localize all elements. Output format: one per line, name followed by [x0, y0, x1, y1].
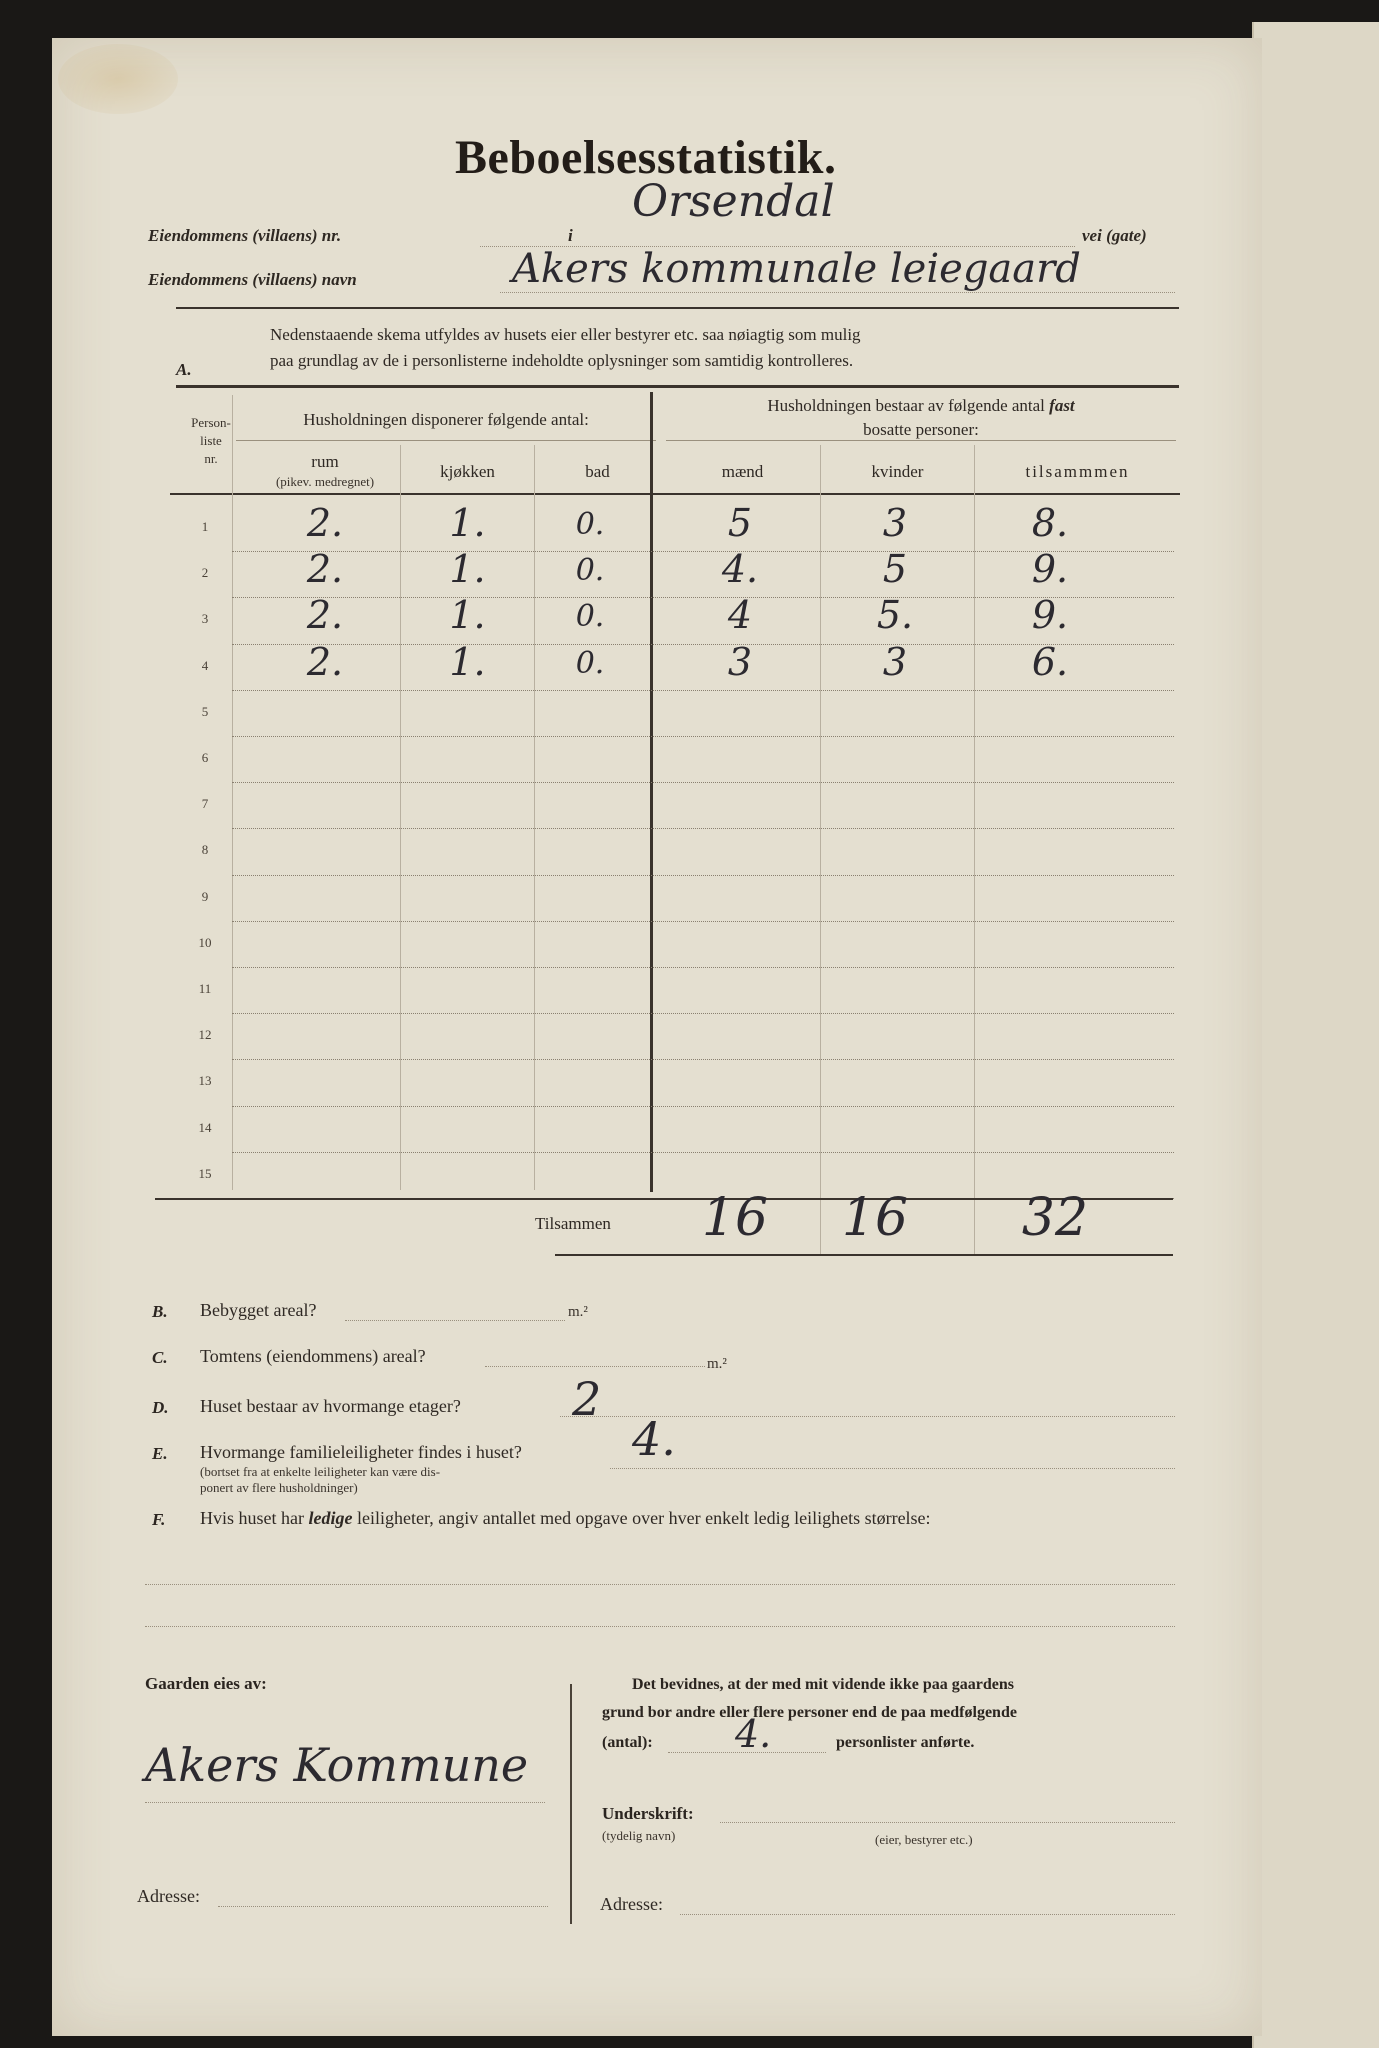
table-header-rule	[170, 493, 1180, 495]
cell-kjokken: 1.	[449, 501, 486, 545]
cell-maend: 5	[727, 501, 753, 545]
section-a-letter: A.	[176, 360, 192, 379]
left-group-rule	[236, 440, 656, 441]
tilsammen-header: tilsammmen	[1025, 462, 1130, 481]
total-tilsammen: 32	[1021, 1188, 1089, 1248]
person-header-line-1: Person-	[191, 415, 231, 430]
row-number: 11	[198, 981, 212, 996]
cert-line-1: Det bevidnes, at der med mit vidende ikke paa gaardens	[632, 1676, 1014, 1693]
col-line-divider	[650, 392, 653, 1192]
q-f-letter: F.	[152, 1510, 166, 1529]
q-c-unit: m.²	[707, 1356, 727, 1372]
cell-rum: 2.	[306, 593, 344, 638]
cell-kvinder: 3	[882, 639, 908, 684]
cell-rum: 2.	[306, 639, 344, 684]
q-c-line	[485, 1366, 705, 1367]
tydelig-navn: (tydelig navn)	[602, 1828, 676, 1843]
cert-line-2: grund bor andre eller flere personer end de paa medfølgende	[602, 1704, 1017, 1721]
household-consists-header	[666, 396, 1176, 416]
underskrift-label: Underskrift:	[602, 1804, 694, 1823]
cell-bad: 0.	[575, 553, 605, 589]
header-rule	[176, 307, 1179, 309]
cell-kjokken: 1.	[449, 593, 486, 638]
underskrift-line	[720, 1822, 1175, 1823]
cert-line-3: personlister anførte.	[836, 1734, 975, 1751]
cell-kvinder: 5	[882, 547, 908, 592]
eier-bestyrer: (eier, bestyrer etc.)	[875, 1832, 973, 1847]
q-f-text-2: leiligheter, angiv antallet med opgave over hver enkelt ledig leilighets størrelse:	[352, 1508, 931, 1528]
cert-antal-label: (antal):	[602, 1734, 653, 1751]
cell-tilsammen: 8.	[1031, 501, 1069, 545]
row-number: 10	[198, 934, 212, 950]
table-top-rule	[176, 385, 1179, 388]
cell-tilsammen: 9.	[1031, 547, 1069, 592]
row-divider	[232, 736, 1174, 737]
cell-kjokken: 1.	[449, 639, 486, 684]
cell-rum: 2.	[306, 547, 344, 592]
row-divider	[232, 921, 1174, 922]
adjacent-page	[1252, 22, 1379, 2048]
cell-kjokken: 1.	[449, 547, 486, 592]
household-disposes-header: Husholdningen disponerer følgende antal:	[303, 410, 589, 429]
fast-word: fast	[1049, 396, 1075, 415]
row-number: 2	[201, 565, 209, 581]
i-label: i	[568, 226, 573, 245]
owner-signature: Akers Kommune	[145, 1738, 529, 1792]
name-dotted-line	[500, 292, 1175, 293]
kvinder-header: kvinder	[871, 462, 924, 481]
cell-rum: 2.	[306, 501, 344, 545]
q-b-line	[345, 1320, 565, 1321]
row-number: 9	[201, 888, 209, 904]
bosatte-header: bosatte personer:	[863, 420, 979, 439]
instruction-line-2: paa grundlag av de i personlisterne indeholdte oplysninger som samtidig kontrolleres.	[270, 351, 854, 370]
row-divider	[232, 1013, 1174, 1014]
person-header-line-3: nr.	[204, 451, 218, 466]
q-d-letter: D.	[152, 1398, 169, 1417]
owner-line	[145, 1802, 545, 1803]
cell-tilsammen: 9.	[1031, 593, 1069, 638]
rum-header: rum	[311, 452, 339, 471]
cell-kvinder: 5.	[876, 593, 914, 638]
property-nr-label: Eiendommens (villaens) nr.	[148, 226, 342, 245]
vei-label: vei (gate)	[1082, 226, 1147, 245]
col-line-person	[232, 395, 233, 1190]
q-b-text: Bebygget areal?	[200, 1300, 317, 1320]
row-divider	[232, 1106, 1174, 1107]
rum-sub-header: (pikev. medregnet)	[275, 474, 375, 489]
cert-antal-value: 4.	[735, 1712, 772, 1756]
consists-text: Husholdningen bestaar av følgende antal	[767, 396, 1050, 415]
q-c-letter: C.	[152, 1348, 168, 1367]
bad-header: bad	[585, 462, 610, 481]
row-divider	[232, 967, 1174, 968]
q-f-text-1: Hvis huset har	[200, 1508, 309, 1528]
q-e-text: Hvormange familieleiligheter findes i huset?	[200, 1442, 522, 1462]
row-number: 12	[198, 1027, 212, 1043]
q-f-line-1	[145, 1584, 1175, 1585]
row-divider	[232, 1059, 1174, 1060]
row-divider	[232, 1152, 1174, 1153]
row-number: 5	[201, 703, 209, 719]
cell-maend: 3	[727, 639, 753, 684]
instruction-line-1: Nedenstaaende skema utfyldes av husets eier eller bestyrer etc. saa nøiagtig som mulig	[270, 325, 861, 344]
q-f-line-2	[145, 1626, 1175, 1627]
row-number: 4	[201, 657, 209, 673]
adresse-right-line	[680, 1914, 1175, 1915]
cell-bad: 0.	[575, 645, 605, 681]
row-divider	[232, 875, 1174, 876]
cell-maend: 4	[727, 593, 753, 638]
q-e-line	[610, 1468, 1175, 1469]
row-number: 15	[198, 1165, 212, 1181]
cell-bad: 0.	[575, 507, 605, 542]
cell-tilsammen: 6.	[1031, 639, 1069, 684]
form-title: Beboelsesstatistik.	[455, 131, 837, 184]
adresse-left-label: Adresse:	[137, 1886, 200, 1906]
row-number: 8	[201, 842, 209, 858]
row-divider	[232, 828, 1174, 829]
owner-label: Gaarden eies av:	[145, 1674, 267, 1693]
q-f-text-ledige: ledige	[308, 1508, 353, 1528]
person-header-line-2: liste	[200, 433, 222, 448]
row-number: 13	[198, 1073, 212, 1089]
property-name-label: Eiendommens (villaens) navn	[148, 270, 357, 289]
footer-divider	[570, 1684, 572, 1924]
q-d-text: Huset bestaar av hvormange etager?	[200, 1396, 461, 1416]
kjokken-header: kjøkken	[440, 462, 495, 481]
q-b-unit: m.²	[568, 1304, 588, 1320]
cell-maend: 4.	[721, 547, 759, 592]
q-e-letter: E.	[152, 1444, 168, 1463]
row-number: 3	[201, 611, 209, 627]
cell-kvinder: 3	[882, 501, 908, 545]
q-c-text: Tomtens (eiendommens) areal?	[200, 1346, 426, 1366]
q-b-letter: B.	[152, 1302, 168, 1321]
adresse-left-line	[218, 1906, 548, 1907]
q-e-sub-2: ponert av flere husholdninger)	[200, 1480, 358, 1495]
row-number: 1	[201, 519, 209, 534]
right-group-rule	[666, 440, 1176, 441]
paper-stain	[58, 44, 178, 114]
q-d-value: 2	[572, 1372, 602, 1426]
total-bottom-rule	[555, 1254, 1173, 1256]
maend-header: mænd	[721, 462, 764, 481]
row-divider	[232, 690, 1174, 691]
row-divider	[232, 782, 1174, 783]
total-label: Tilsammen	[535, 1214, 611, 1233]
row-number: 14	[198, 1119, 212, 1135]
cell-bad: 0.	[575, 599, 605, 635]
q-e-value: 4.	[632, 1412, 676, 1466]
q-f-text	[200, 1508, 931, 1529]
property-name-value: Akers kommunale leiegaard	[512, 246, 1081, 292]
row-number: 6	[201, 750, 209, 765]
street-value: Orsendal	[632, 176, 835, 227]
row-number: 7	[201, 796, 209, 812]
total-maend: 16	[701, 1188, 769, 1248]
adresse-right-label: Adresse:	[600, 1894, 663, 1914]
total-kvinder: 16	[841, 1188, 909, 1248]
q-e-sub-1: (bortset fra at enkelte leiligheter kan være dis-	[200, 1464, 441, 1479]
